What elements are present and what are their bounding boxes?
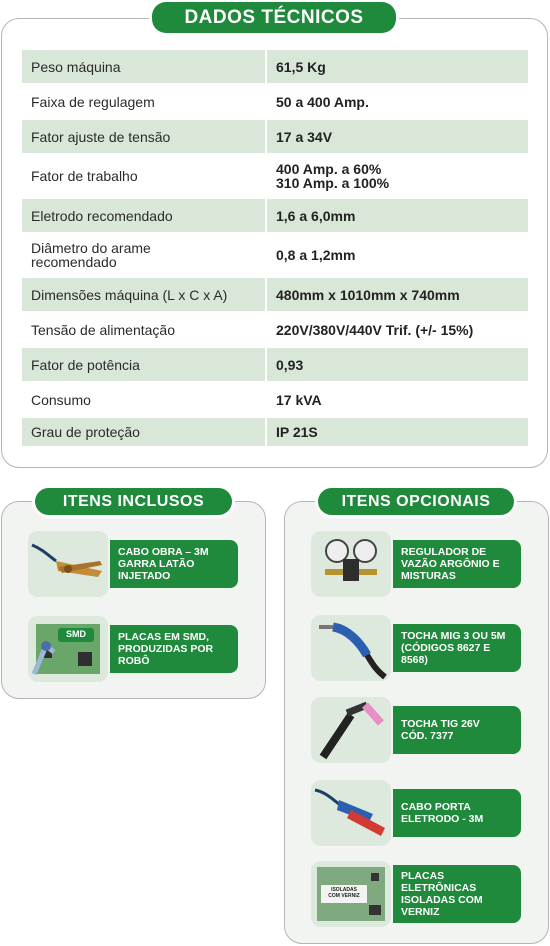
row-value: 0,8 a 1,2mm <box>276 247 356 263</box>
row-value: 0,93 <box>276 356 304 373</box>
table-row <box>22 278 528 311</box>
item-label: CABO PORTA ELETRODO - 3M <box>393 789 521 837</box>
list-item <box>311 697 521 763</box>
row-label: Diâmetro do arame recomendado <box>31 240 151 270</box>
row-value: 17 kVA <box>276 391 322 408</box>
list-item <box>311 615 521 681</box>
row-value: 400 Amp. a 60% 310 Amp. a 100% <box>276 161 390 191</box>
table-row <box>22 313 528 346</box>
table-row <box>22 155 528 197</box>
list-item <box>311 780 521 846</box>
electrode-holder-icon <box>311 780 391 846</box>
gas-regulator-icon <box>311 531 391 597</box>
list-item <box>311 861 521 927</box>
row-label: Consumo <box>31 391 91 408</box>
item-label: REGULADOR DE VAZÃO ARGÔNIO E MISTURAS <box>393 540 521 588</box>
row-label: Dimensões máquina (L x C x A) <box>31 286 228 303</box>
item-label: CABO OBRA – 3M GARRA LATÃO INJETADO <box>110 540 238 588</box>
table-row <box>22 348 528 381</box>
inclusos-title: ITENS INCLUSOS <box>35 488 232 515</box>
ground-clamp-icon <box>28 531 108 597</box>
row-label: Fator ajuste de tensão <box>31 128 171 145</box>
list-item <box>28 616 238 682</box>
tig-torch-icon <box>311 697 391 763</box>
tech-table <box>22 50 528 446</box>
table-row <box>22 199 528 232</box>
tech-title: DADOS TÉCNICOS <box>152 2 396 33</box>
row-label: Eletrodo recomendado <box>31 207 173 224</box>
varnished-board-icon <box>311 861 391 927</box>
row-label: Fator de trabalho <box>31 168 138 184</box>
row-value: 61,5 Kg <box>276 58 326 75</box>
row-label: Peso máquina <box>31 58 121 75</box>
smd-badge: SMD <box>66 629 86 639</box>
row-value: 1,6 a 6,0mm <box>276 207 356 224</box>
row-label: Fator de potência <box>31 356 140 373</box>
opcionais-title: ITENS OPCIONAIS <box>318 488 514 515</box>
item-label: TOCHA MIG 3 OU 5M (CÓDIGOS 8627 E 8568) <box>393 624 521 672</box>
varnish-badge: ISOLADAS COM VERNIZ <box>328 887 360 899</box>
item-label: PLACAS EM SMD, PRODUZIDAS POR ROBÔ <box>110 625 238 673</box>
row-label: Faixa de regulagem <box>31 93 155 110</box>
row-label: Grau de proteção <box>31 424 140 440</box>
list-item <box>311 531 521 597</box>
list-item <box>28 531 238 597</box>
row-value: IP 21S <box>276 424 318 440</box>
row-value: 17 a 34V <box>276 128 333 145</box>
mig-torch-icon <box>311 615 391 681</box>
table-row <box>22 50 528 83</box>
table-row <box>22 85 528 118</box>
row-value: 480mm x 1010mm x 740mm <box>276 286 460 303</box>
item-label: TOCHA TIG 26V CÓD. 7377 <box>393 706 521 754</box>
table-row <box>22 418 528 446</box>
table-row <box>22 234 528 276</box>
row-value: 220V/380V/440V Trif. (+/- 15%) <box>276 321 474 338</box>
table-row <box>22 383 528 416</box>
smd-board-icon <box>28 616 108 682</box>
table-row <box>22 120 528 153</box>
item-label: PLACAS ELETRÔNICAS ISOLADAS COM VERNIZ <box>393 865 521 923</box>
row-value: 50 a 400 Amp. <box>276 93 369 110</box>
row-label: Tensão de alimentação <box>31 321 175 338</box>
